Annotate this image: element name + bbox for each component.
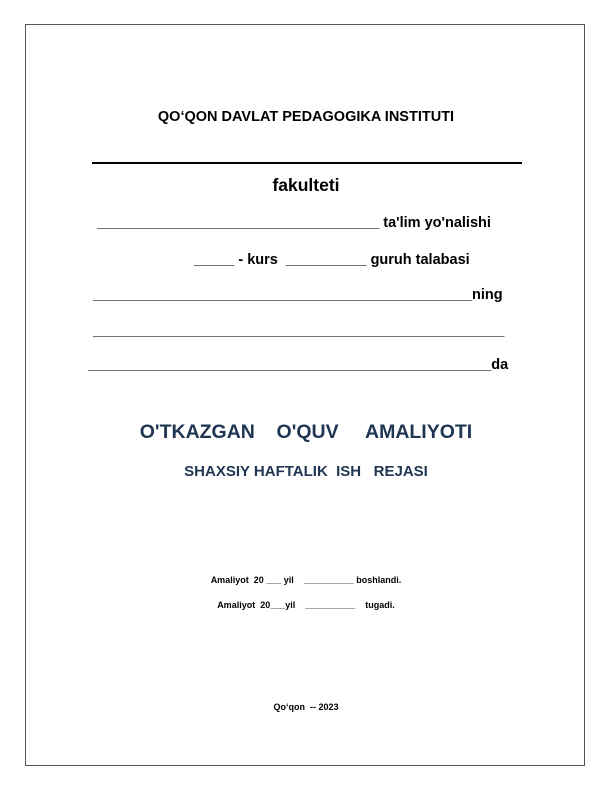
- practice-place-line: __________________________________________________da: [88, 357, 509, 373]
- practice-start-line: Amaliyot 20 ___ yil __________ boshlandi.: [210, 575, 402, 585]
- sub-title: SHAXSIY HAFTALIK ISH REJASI: [184, 463, 428, 480]
- city-year: Qo‘qon -- 2023: [273, 702, 339, 712]
- main-title: O'TKAZGAN O'QUV AMALIYOTI: [139, 421, 473, 443]
- faculty-label: fakulteti: [272, 175, 340, 195]
- page-border: [25, 24, 585, 766]
- practice-end-line: Amaliyot 20___yil __________ tugadi.: [217, 600, 395, 610]
- institute-name: QO‘QON DAVLAT PEDAGOGIKA INSTITUTI: [157, 109, 455, 125]
- blank-line: ___________________________________________________: [93, 323, 505, 339]
- faculty-blank-line: [92, 150, 522, 164]
- course-group-line: _____ - kurs __________ guruh talabasi: [194, 252, 470, 268]
- direction-line: ___________________________________ ta'lim yo'nalishi: [97, 215, 491, 231]
- student-name-line: _______________________________________________ning: [93, 287, 503, 303]
